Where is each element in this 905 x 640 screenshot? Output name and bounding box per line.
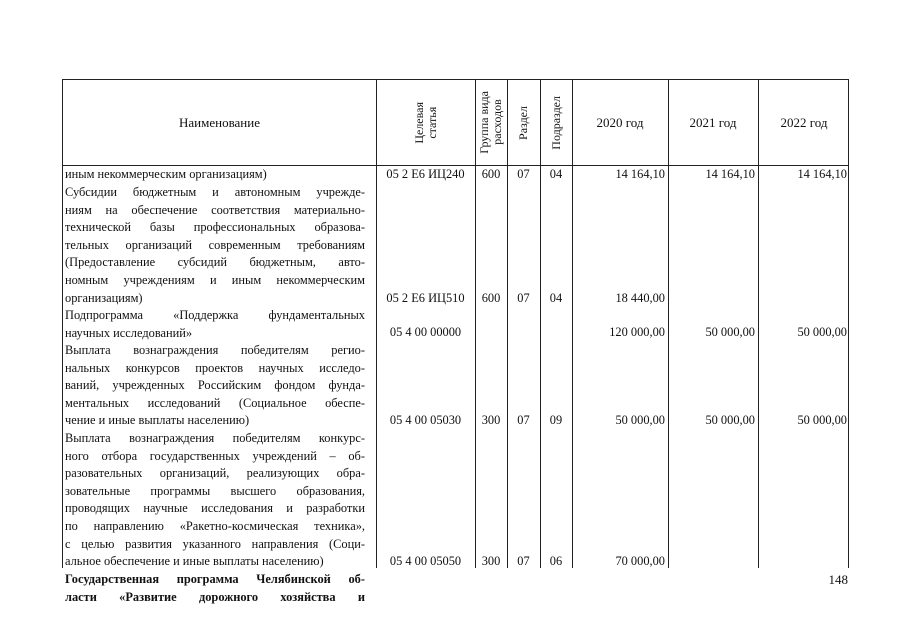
amount-2020: 18 440,00: [615, 291, 665, 305]
subsection-code: 04: [549, 167, 563, 181]
description-line: зовательные программы высшего образования,: [65, 483, 365, 498]
description-line: ласти «Развитие дорожного хозяйства и: [65, 589, 365, 604]
description-line: ваний, учрежденных Российским фондом фунда-: [65, 378, 365, 393]
description-line: ниям на обеспечение соответствия материально-: [65, 202, 365, 217]
description-line: номным учреждениям и иным некоммерческим: [65, 272, 365, 287]
description-line: иным некоммерческим организациям): [65, 167, 267, 181]
amount-2021: 50 000,00: [705, 413, 755, 427]
amount-2022: 14 164,10: [797, 167, 847, 181]
target-code: 05 4 00 05050: [389, 554, 462, 568]
expense-group: 600: [481, 167, 501, 181]
target-code: 05 4 00 00000: [389, 325, 462, 339]
description-line: проводящих научные исследования и разработки: [65, 501, 365, 516]
header-name: Наименование: [179, 114, 260, 130]
description-line: (Предоставление субсидий бюджетным, авто-: [65, 255, 365, 270]
header-2021: 2021 год: [689, 114, 737, 130]
subsection-code: 09: [549, 413, 563, 427]
description-line: чение и иные выплаты населению): [65, 413, 250, 428]
section-code: 07: [517, 291, 530, 305]
description-line: тельных организаций современным требованиям: [65, 237, 365, 252]
description-line: альное обеспечение и иные выплаты населению): [65, 554, 324, 569]
section-code: 07: [517, 413, 530, 427]
row-description: [65, 166, 365, 184]
target-code: 05 4 00 05030: [389, 413, 462, 427]
expense-group: 600: [481, 291, 501, 305]
description-line: технической базы профессиональных образова-: [65, 220, 365, 235]
header-group: Группа вида расходов: [477, 91, 504, 154]
row-description: [65, 307, 365, 342]
description-line: Подпрограмма «Поддержка фундаментальных: [65, 308, 365, 322]
subsection-code: 04: [549, 291, 563, 305]
expense-group: 300: [481, 413, 501, 427]
section-code: 07: [517, 167, 530, 181]
row-description: [65, 430, 365, 571]
header-2020: 2020 год: [596, 114, 644, 130]
amount-2020: 120 000,00: [609, 325, 665, 339]
section-code: 07: [517, 554, 530, 568]
amount-2021: 14 164,10: [705, 167, 755, 181]
description-line: ного отбора государственных учреждений – об-: [65, 448, 365, 463]
header-2022: 2022 год: [780, 114, 828, 130]
amount-2020: 50 000,00: [615, 413, 665, 427]
description-line: нальных конкурсов проектов научных исследо-: [65, 360, 365, 375]
description-line: разовательных организаций, реализующих обра-: [65, 466, 365, 481]
header-target: Целевая статья: [411, 101, 439, 144]
description-line: с целью развития указанного направления (Соци-: [65, 536, 365, 551]
description-line: научных исследований»: [65, 325, 193, 340]
amount-2022: 50 000,00: [797, 325, 847, 339]
expense-group: 300: [481, 554, 501, 568]
amount-2020: 70 000,00: [615, 554, 665, 568]
target-code: 05 2 E6 ИЦ510: [386, 291, 465, 305]
header-section: Раздел: [516, 105, 530, 140]
target-code: 05 2 E6 ИЦ240: [386, 167, 465, 181]
header-subsection: Подраздел: [548, 95, 563, 150]
row-description: [65, 184, 365, 307]
page-number: 148: [828, 572, 848, 587]
amount-2022: 50 000,00: [797, 413, 847, 427]
description-line: организациям): [65, 290, 143, 305]
row-description: [65, 571, 365, 606]
description-line: Выплата вознаграждения победителям конкурс-: [65, 431, 365, 445]
description-line: по направлению «Ракетно-космическая техника»,: [65, 518, 365, 533]
row-description: [65, 342, 365, 430]
subsection-code: 06: [549, 554, 563, 568]
description-line: ментальных исследований (Социальное обеспе-: [65, 395, 365, 410]
description-line: Выплата вознаграждения победителям регио-: [65, 343, 365, 357]
amount-2020: 14 164,10: [615, 167, 665, 181]
description-line: Субсидии бюджетным и автономным учрежде-: [65, 185, 365, 199]
description-line: Государственная программа Челябинской об-: [65, 572, 365, 586]
amount-2021: 50 000,00: [705, 325, 755, 339]
